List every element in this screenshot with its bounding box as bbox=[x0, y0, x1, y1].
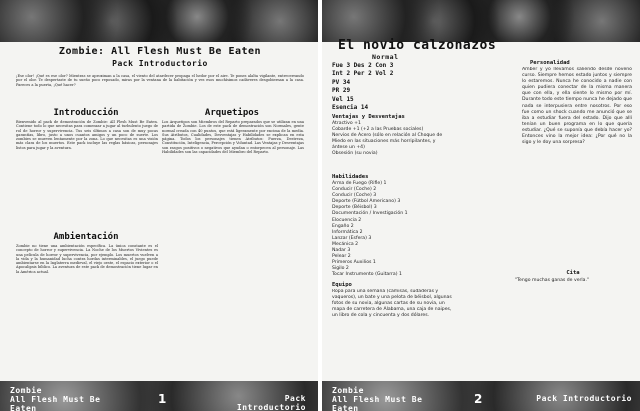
page-subtitle: Pack Introductorio bbox=[112, 59, 208, 68]
intro-text: ¡Ese olor! ¡Qué es ese olor? Mientras se aproximan a la casa, el viento del atardecer propaga el hedor por el aire. Te pones alalta vigilante, entrecerrando por el olor. Te despertaste de tu sueño poco reposado, miras por la ventana de la habitación y ves esos muchísimos cadáveres desgobiernan a la casa. Pareces a la puerta, ¡Qué hacer? bbox=[16, 74, 304, 87]
section-heading-introduccion: Introducción bbox=[53, 108, 119, 118]
advantages-list bbox=[332, 121, 452, 158]
quote-text: "Tengo muchas ganas de verla." bbox=[514, 278, 590, 283]
list-item: Documentación / Investigación 1 bbox=[332, 211, 408, 217]
list-item: Tocar Instrumento (Guitarra) 1 bbox=[332, 272, 402, 278]
personality-text: Amber y yo llevamos saliendo desde noveno curso. Siempre hemos estado juntos y siempre lo estaremos. Nunca he conocido a nadie con quien pudiera conectar de la misma manera que con ella, y ella siente lo mismo por mí. Durante todo este tiempo nunca he dejado que nada se interpusiera entre nosotros. Por eso fue como un shock cuando me anunció que se iba a estudiar fuera del estado. Dijo que allí tenían un buen programa en lo que quería estudiar. ¿Qué se suponía que debía hacer yo? Entonces vino la mejor idea: ¿Por qué no la sigo y le doy una sorpresa? bbox=[522, 67, 632, 146]
list-item: Pelear 2 bbox=[332, 254, 351, 260]
stat-line: Int 2 Per 2 Vol 2 bbox=[332, 70, 394, 78]
stat-line: PV 34 bbox=[332, 78, 351, 86]
page-number: 1 bbox=[158, 392, 167, 406]
stat-line: PR 29 bbox=[332, 87, 351, 95]
list-item: Sigilo 2 bbox=[332, 266, 349, 272]
section-heading-arquetipos: Arquetipos bbox=[204, 108, 260, 118]
list-item: Elocuencia 2 bbox=[332, 217, 362, 223]
footer-title: Zombie All Flesh Must Be Eaten bbox=[332, 386, 423, 411]
list-item: Mecánica 2 bbox=[332, 241, 359, 247]
list-item: Informática 2 bbox=[332, 229, 363, 235]
equipment-text: Ropa para una semana (camisas, sudaderas y vaqueros), un bate y una pelota de béisbol, algunas fotos de su novia, algunas cartas de su novia, un mapa de carretera de Alabama, una caja de naipes, un libro de cola y cincuenta y dos dólares. bbox=[332, 289, 452, 319]
section-text-introduccion: Bienvenido al pack de demostración de Zombie: All Flesh Must Be Eaten. Contiene todo lo que necesitas para comenzar a jugar al turbulento juego de rol de horror y supervivencia. Tus seis últimos a casa son de muy pocas garantías, libro, justo a unos cuantos amigos y un poco de suerte. Los zombies se mueven lentamente por la zona. Lo que necesitas es una visión más clara de los muertos. Este pack incluye las reglas básicas, personajes listos para jugar y la aventura. bbox=[16, 120, 158, 150]
footer-pack-label: Pack Introductorio bbox=[236, 394, 306, 411]
stat-line: Fue 3 Des 2 Con 3 bbox=[332, 62, 394, 69]
character-type: Normal bbox=[372, 53, 399, 61]
list-item: Deporte (Béisbol) 3 bbox=[332, 205, 377, 211]
quote-heading: Cita bbox=[566, 270, 580, 276]
page-number: 2 bbox=[474, 392, 483, 406]
zombie-banner-image bbox=[322, 0, 640, 42]
zombie-banner-image bbox=[0, 0, 318, 42]
list-item: Primeros Auxilios 1 bbox=[332, 260, 376, 266]
footer-title: Zombie All Flesh Must Be Eaten bbox=[10, 386, 101, 411]
skills-heading: Habilidades bbox=[332, 174, 369, 180]
list-item: Nadar 3 bbox=[332, 248, 351, 254]
left-page bbox=[0, 0, 318, 411]
right-page bbox=[322, 0, 640, 411]
personality-heading: Personalidad bbox=[530, 60, 570, 66]
footer-pack-label: Pack Introductorio bbox=[536, 394, 632, 403]
list-item: Conducir (Coche) 2 bbox=[332, 187, 377, 193]
list-item: Nervios de Acero (sólo en relación al Choque de Miedo en las situaciones más horripilantes, y ántese un +4) bbox=[332, 133, 443, 151]
list-item: Atractivo +1 bbox=[332, 121, 361, 126]
list-item: Arma de Fuego (Rifle) 1 bbox=[332, 181, 387, 186]
equipment-heading: Equipo bbox=[332, 282, 352, 288]
section-heading-ambientacion: Ambientación bbox=[53, 232, 119, 242]
list-item: Engaño 2 bbox=[332, 223, 354, 229]
list-item: Conducir (Coche) 3 bbox=[332, 193, 377, 199]
list-item: Obsesión (su novia) bbox=[332, 151, 378, 157]
advantages-heading: Ventajas y Desventajas bbox=[332, 114, 405, 120]
character-name: El novio calzonazos bbox=[338, 38, 497, 53]
section-text-arquetipos: Los Arquetipos son Miembros del Reparto preparados que se utilizan en una partida de Zombie. Los de este pack de demostración son Normales, gente normal creada con 40 puntos, que está ligeramente por encima de la media. Sus Atributos, Cualidades, Desventajas y Habilidades se explican en esta página. Todos los personajes tienen Atributos: Fuerza, Destreza, Constitución, Inteligencia, Percepción y Voluntad. Las Ventajas y Desventajas son rasgos positivos o negativos que ayudan o entorpecen al personaje. Las Habilidades son las capacidades del Miembro del Reparto. bbox=[162, 120, 304, 155]
list-item: Deporte (Fútbol Americano) 3 bbox=[332, 199, 401, 205]
stat-line: Vel 15 bbox=[332, 95, 354, 103]
page-title: Zombie: All Flesh Must Be Eaten bbox=[58, 46, 262, 57]
stat-line: Esencia 14 bbox=[332, 104, 369, 112]
section-text-ambientacion: Zombie no tiene una ambientación específica. La única constante es el concepto de horror y supervivencia. La Noche de los Muertos Vivientes es una película de horror y supervivencia, por ejemplo. Los muertos vuelven a la vida y la humanidad lucha contra hordas interminables, el juego puede ambientarse en la Inglaterra medieval, el viejo oeste, el espacio exterior o el Apocalipsis bíblico. La aventura de este pack de demostración tiene lugar en la América actual. bbox=[16, 244, 158, 274]
list-item: Lanzar (Esfera) 3 bbox=[332, 235, 372, 241]
stat-block bbox=[332, 62, 452, 112]
list-item: Cobarde +1 (+2 a las Pruebas sociales) bbox=[332, 127, 424, 133]
skills-list bbox=[332, 181, 458, 279]
